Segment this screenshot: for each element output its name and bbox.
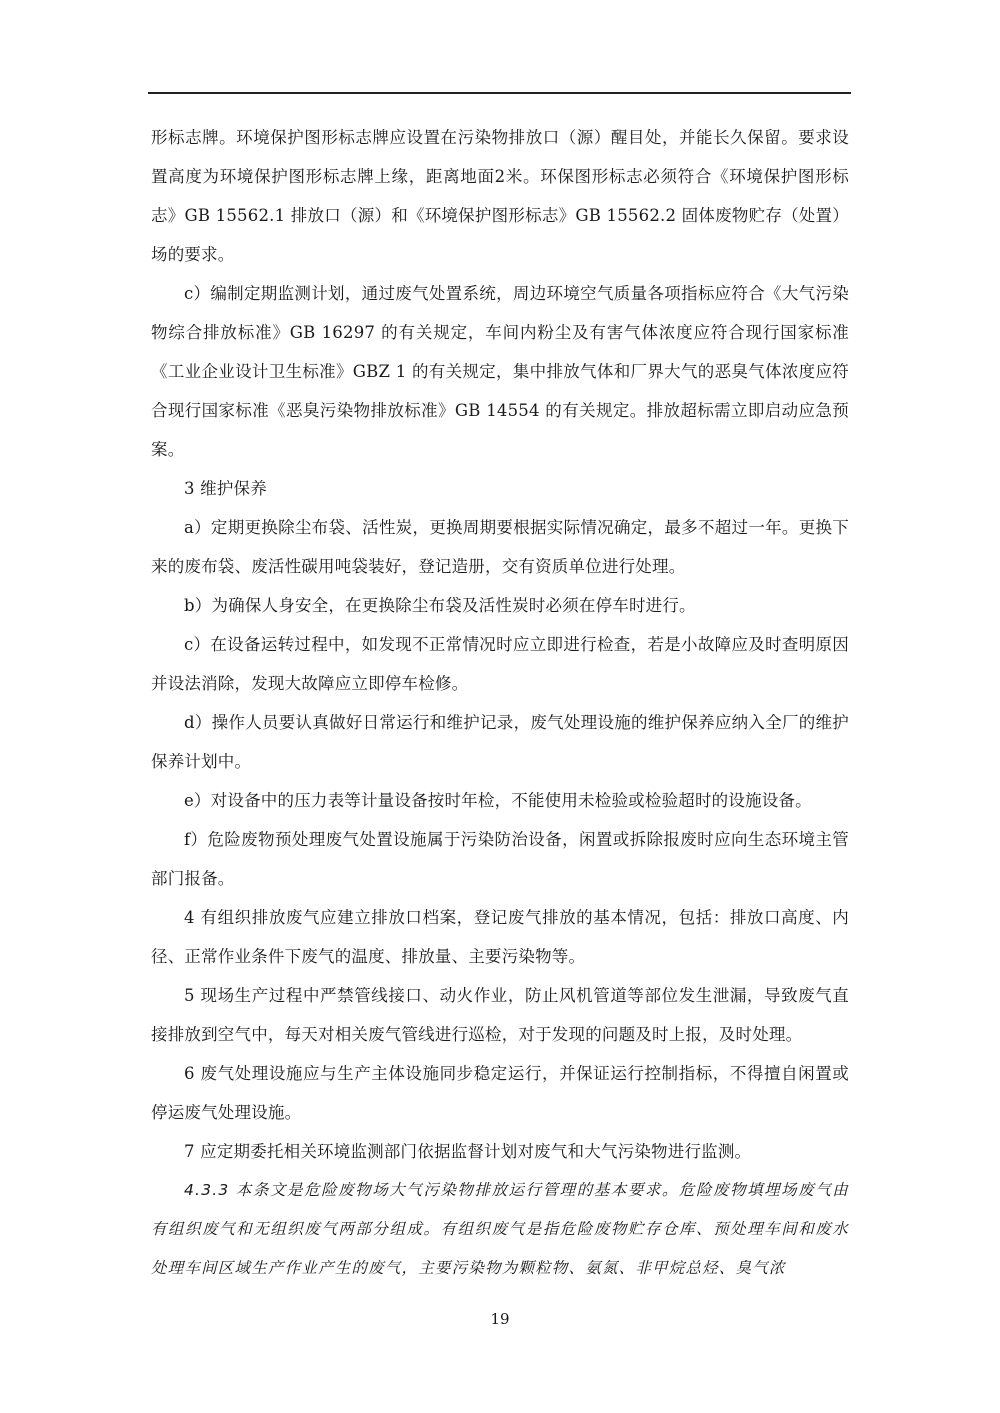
paragraph-item-e: e）对设备中的压力表等计量设备按时年检，不能使用未检验或检验超时的设施设备。 bbox=[184, 791, 812, 810]
paragraph-item-7: 7 应定期委托相关环境监测部门依据监督计划对废气和大气污染物进行监测。 bbox=[184, 1142, 752, 1161]
commentary-4-3-3: 4.3.3 本条文是危险废物场大气污染物排放运行管理的基本要求。危险废物填埋场废气由有组织废气和无组织废气两部分组成。有组织废气是指危险废物贮存仓库、预处理车间和废水处理车间区域生产作业产生的废气，主要污染物为颗粒物、氨氮、非甲烷总烃、臭气浓 bbox=[151, 1181, 849, 1277]
paragraph-continuation: 形标志牌。环境保护图形标志牌应设置在污染物排放口（源）醒目处，并能长久保留。要求设置高度为环境保护图形标志牌上缘，距离地面2米。环保图形标志必须符合《环境保护图形标志》GB 15562.1 排放口（源）和《环境保护图形标志》GB 15562.2 固体废物贮存（处置）场的要求。 bbox=[151, 128, 849, 264]
paragraph-item-a: a）定期更换除尘布袋、活性炭，更换周期要根据实际情况确定，最多不超过一年。更换下来的废布袋、废活性碳用吨袋装好，登记造册，交有资质单位进行处理。 bbox=[151, 518, 849, 576]
paragraph-item-5: 5 现场生产过程中严禁管线接口、动火作业，防止风机管道等部位发生泄漏，导致废气直接排放到空气中，每天对相关废气管线进行巡检，对于发现的问题及时上报，及时处理。 bbox=[151, 986, 849, 1044]
paragraph-item-4: 4 有组织排放废气应建立排放口档案，登记废气排放的基本情况，包括：排放口高度、内径、正常作业条件下废气的温度、排放量、主要污染物等。 bbox=[151, 908, 849, 966]
paragraph-item-b: b）为确保人身安全，在更换除尘布袋及活性炭时必须在停车时进行。 bbox=[184, 596, 696, 615]
paragraph-item-c-monitoring: c）编制定期监测计划，通过废气处置系统，周边环境空气质量各项指标应符合《大气污染物综合排放标准》GB 16297 的有关规定，车间内粉尘及有害气体浓度应符合现行国家标准《工业企业设计卫生标准》GBZ 1 的有关规定，集中排放气体和厂界大气的恶臭气体浓度应符合现行国家标准《恶臭污染物排放标准》GB 14554 的有关规定。排放超标需立即启动应急预案。 bbox=[151, 284, 849, 459]
paragraph-item-f: f）危险废物预处理废气处置设施属于污染防治设备，闲置或拆除报废时应向生态环境主管部门报备。 bbox=[151, 830, 849, 888]
section-heading-maintenance: 3 维护保养 bbox=[184, 479, 267, 498]
paragraph-item-d: d）操作人员要认真做好日常运行和维护记录，废气处理设施的维护保养应纳入全厂的维护保养计划中。 bbox=[151, 713, 849, 771]
header-rule bbox=[148, 92, 851, 94]
paragraph-item-6: 6 废气处理设施应与生产主体设施同步稳定运行，并保证运行控制指标，不得擅自闲置或停运废气处理设施。 bbox=[151, 1064, 849, 1122]
body-text bbox=[151, 118, 849, 1288]
paragraph-item-c: c）在设备运转过程中，如发现不正常情况时应立即进行检查，若是小故障应及时查明原因并设法消除，发现大故障应立即停车检修。 bbox=[151, 635, 849, 693]
page-number: 19 bbox=[490, 1310, 510, 1328]
